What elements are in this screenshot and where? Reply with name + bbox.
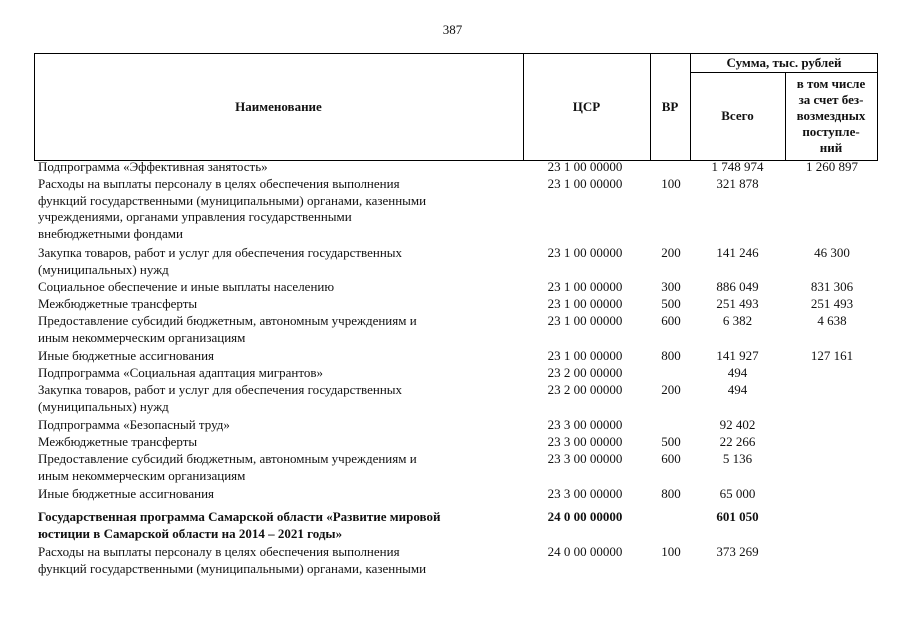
header-sum-group: Сумма, тыс. рублей: [726, 55, 842, 70]
row-total: 494: [727, 382, 748, 397]
row-csr: 23 3 00 00000: [547, 434, 623, 449]
table-row: [34, 417, 878, 434]
row-csr: 23 1 00 00000: [547, 176, 623, 191]
row-total: 1 748 974: [711, 159, 764, 174]
header-grant-line: поступле-: [802, 124, 860, 139]
row-total: 6 382: [722, 313, 753, 328]
row-csr: 23 1 00 00000: [547, 313, 623, 328]
table-row: [34, 159, 878, 176]
row-total: 65 000: [719, 486, 756, 501]
row-csr: 23 1 00 00000: [547, 348, 623, 363]
row-name-line: Социальное обеспечение и иные выплаты населению: [38, 279, 335, 294]
row-grant: 251 493: [810, 296, 854, 311]
table-row: [34, 176, 878, 242]
header-csr: ЦСР: [572, 99, 601, 114]
row-grant: 1 260 897: [806, 159, 858, 174]
table-row: [34, 434, 878, 451]
table-row: [34, 313, 878, 346]
row-total: 251 493: [716, 296, 759, 311]
row-vr: 500: [661, 296, 681, 311]
row-total: 321 878: [716, 176, 759, 191]
row-vr: 200: [661, 245, 681, 260]
row-name-line: иным некоммерческим организациям: [38, 329, 246, 345]
row-csr: 23 1 00 00000: [547, 296, 623, 311]
row-csr: 23 3 00 00000: [547, 451, 623, 466]
row-name-line: (муниципальных) нужд: [38, 398, 169, 414]
row-vr: 100: [661, 544, 681, 559]
header-vr: ВР: [661, 99, 679, 114]
table-row: [34, 279, 878, 296]
row-csr: 23 2 00 00000: [547, 365, 623, 380]
row-name-line: Расходы на выплаты персоналу в целях обеспечения выполнения: [38, 544, 400, 559]
row-total: 494: [727, 365, 748, 380]
row-name: [38, 313, 518, 346]
row-name: [38, 382, 518, 415]
row-name: [38, 279, 518, 296]
row-name: [38, 348, 518, 365]
row-grant: 4 638: [817, 313, 847, 328]
row-name-line: Межбюджетные трансферты: [38, 434, 198, 449]
header-grant-line: ний: [819, 140, 843, 155]
row-name: [38, 365, 518, 382]
row-vr: 800: [661, 348, 681, 363]
header-grant-line: в том числе: [796, 76, 866, 91]
row-name: [38, 245, 518, 278]
table-row: [34, 348, 878, 365]
row-total: 601 050: [716, 509, 759, 524]
row-name-line: внебюджетными фондами: [38, 225, 183, 241]
table-row: [34, 382, 878, 415]
row-name-line: Подпрограмма «Социальная адаптация мигрантов»: [38, 365, 323, 380]
row-name: [38, 451, 518, 484]
row-name: [38, 544, 518, 577]
row-vr: 800: [661, 486, 681, 501]
table-row: [34, 451, 878, 484]
row-name: [38, 176, 518, 242]
header-total: Всего: [721, 108, 754, 123]
row-name-line: функций государственными (муниципальными) органами, казенными: [38, 560, 427, 576]
row-name: [38, 434, 518, 451]
row-name-line: Иные бюджетные ассигнования: [38, 348, 215, 363]
table-row: [34, 486, 878, 503]
row-name: [38, 159, 518, 176]
header-grant: [785, 74, 877, 158]
row-name-line: Предоставление субсидий бюджетным, автономным учреждениям и: [38, 313, 417, 328]
row-name: [38, 417, 518, 434]
row-name-line: юстиции в Самарской области на 2014 – 2021 годы»: [38, 525, 343, 541]
table-header: [34, 53, 878, 161]
row-vr: 300: [661, 279, 681, 294]
row-name-line: Расходы на выплаты персоналу в целях обеспечения выполнения: [38, 176, 400, 191]
row-name-line: Подпрограмма «Эффективная занятость»: [38, 159, 268, 174]
row-name-line: функций государственными (муниципальными) органами, казенными: [38, 192, 427, 208]
row-name: [38, 296, 518, 313]
row-csr: 24 0 00 00000: [547, 544, 623, 559]
row-name-line: Государственная программа Самарской области «Развитие мировой: [38, 509, 441, 524]
row-grant: 127 161: [810, 348, 854, 363]
row-name-line: Закупка товаров, работ и услуг для обеспечения государственных: [38, 382, 403, 397]
row-name-line: Иные бюджетные ассигнования: [38, 486, 215, 501]
row-name: [38, 486, 518, 503]
header-grant-line: возмездных: [796, 108, 866, 123]
row-vr: 200: [661, 382, 681, 397]
row-total: 141 927: [716, 348, 759, 363]
row-total: 5 136: [722, 451, 753, 466]
row-csr: 23 2 00 00000: [547, 382, 623, 397]
row-name-line: Предоставление субсидий бюджетным, автономным учреждениям и: [38, 451, 417, 466]
row-csr: 23 1 00 00000: [547, 159, 623, 174]
row-csr: 23 1 00 00000: [547, 279, 623, 294]
row-total: 886 049: [716, 279, 759, 294]
row-total: 22 266: [719, 434, 756, 449]
table-row: [34, 296, 878, 313]
row-name-line: иным некоммерческим организациям: [38, 467, 246, 483]
row-name-line: Закупка товаров, работ и услуг для обеспечения государственных: [38, 245, 403, 260]
row-csr: 24 0 00 00000: [547, 509, 623, 524]
row-csr: 23 3 00 00000: [547, 486, 623, 501]
row-grant: 46 300: [814, 245, 850, 260]
row-vr: 600: [661, 451, 681, 466]
row-total: 92 402: [719, 417, 756, 432]
row-name-line: Подпрограмма «Безопасный труд»: [38, 417, 230, 432]
row-csr: 23 3 00 00000: [547, 417, 623, 432]
page-number: 387: [442, 22, 463, 37]
table-row: [34, 544, 878, 577]
row-csr: 23 1 00 00000: [547, 245, 623, 260]
row-total: 373 269: [716, 544, 759, 559]
row-vr: 100: [661, 176, 681, 191]
table-row: [34, 245, 878, 278]
table-row: [34, 509, 878, 542]
row-vr: 500: [661, 434, 681, 449]
row-name-line: учреждениями, органами управления государственными: [38, 209, 352, 224]
table-row: [34, 365, 878, 382]
row-vr: 600: [661, 313, 681, 328]
row-total: 141 246: [716, 245, 759, 260]
row-name: [38, 509, 518, 542]
header-grant-line: за счет без-: [798, 92, 864, 107]
row-name-line: (муниципальных) нужд: [38, 261, 169, 277]
header-name: Наименование: [235, 99, 322, 114]
row-name-line: Межбюджетные трансферты: [38, 296, 198, 311]
row-grant: 831 306: [810, 279, 854, 294]
